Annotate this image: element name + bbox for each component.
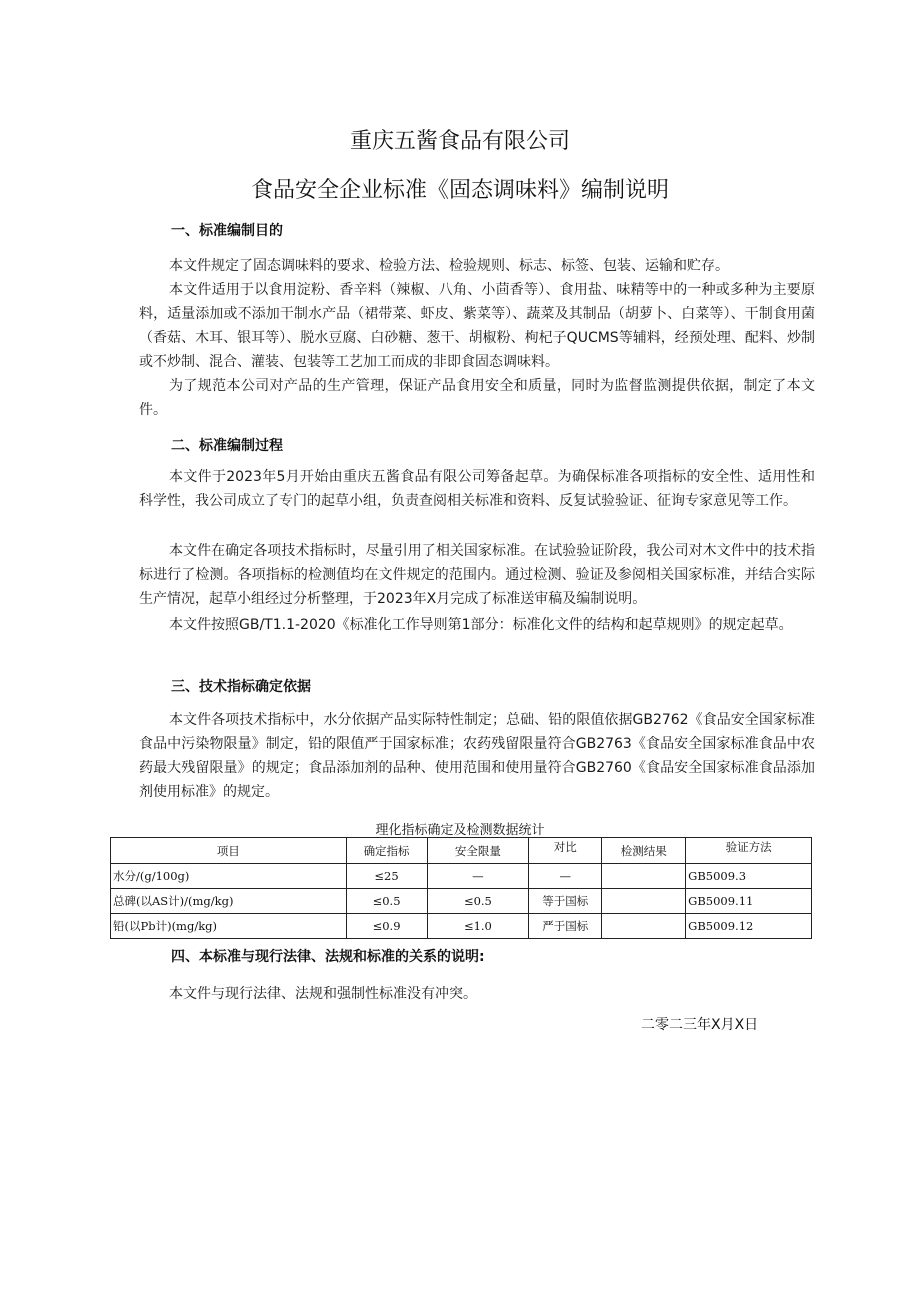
row-test-result	[602, 864, 686, 889]
row-defined-index: ≤25	[346, 864, 427, 889]
row-comparison: —	[529, 864, 602, 889]
section-2-heading: 二、标准编制过程	[171, 438, 283, 454]
header-safety-limit: 安全限量	[427, 838, 529, 864]
table-row	[111, 889, 812, 914]
header-item: 项目	[111, 838, 347, 864]
section-1-heading: 一、标准编制目的	[171, 223, 283, 239]
header-defined-index: 确定指标	[346, 838, 427, 864]
row-safety-limit: ≤1.0	[427, 914, 529, 939]
document-date: 二零二三年X月X日	[641, 1017, 759, 1033]
row-defined-index: ≤0.5	[346, 889, 427, 914]
row-comparison: 等于国标	[529, 889, 602, 914]
header-comparison: 对比	[529, 838, 602, 864]
company-title: 重庆五酱食品有限公司	[349, 129, 570, 154]
header-test-result: 检测结果	[602, 838, 686, 864]
header-verification-method: 验证方法	[686, 838, 812, 864]
row-comparison: 严于国标	[529, 914, 602, 939]
table-row	[111, 914, 812, 939]
row-verification-method: GB5009.11	[686, 889, 812, 914]
section-1-paragraph-1: 本文件规定了固态调味料的要求、检验方法、检验规则、标志、标签、包装、运输和贮存。	[169, 258, 729, 274]
section-2-paragraph-1: 本文件于2023年5月开始由重庆五酱食品有限公司筹备起草。为确保标准各项指标的安全性、适用性和科学性，我公司成立了专门的起草小组，负责查阅相关标准和资料、反复试验验证、征询专家意见等工作。	[139, 469, 815, 509]
table-caption: 理化指标确定及检测数据统计	[375, 823, 545, 838]
section-2-paragraph-2: 本文件在确定各项技术指标时，尽量引用了相关国家标准。在试验验证阶段，我公司对木文件中的技术指标进行了检测。各项指标的检测值均在文件规定的范围内。通过检测、验证及参阅相关国家标准，并结合实际生产情况，起草小组经过分析整理，于2023年X月完成了标准送审稿及编制说明。	[139, 543, 815, 607]
section-3-paragraph-1: 本文件各项技术指标中，水分依据产品实际特性制定；总础、铅的限值依据GB2762《食品安全国家标准食品中污染物限量》制定，铅的限值严于国家标准；农药残留限量符合GB2763《食品安全国家标准食品中农药最大残留限量》的规定；食品添加剂的品种、使用范围和使用量符合GB2760《食品安全国家标准食品添加剂使用标准》的规定。	[139, 712, 815, 800]
row-defined-index: ≤0.9	[346, 914, 427, 939]
row-verification-method: GB5009.12	[686, 914, 812, 939]
table-row	[111, 864, 812, 889]
table-header-row	[111, 838, 812, 864]
section-4-heading: 四、本标准与现行法律、法规和标准的关系的说明:	[171, 949, 485, 965]
section-1-paragraph-3: 为了规范本公司对产品的生产管理，保证产品食用安全和质量，同时为监督监测提供依据，制定了本文件。	[139, 378, 815, 418]
section-3-heading: 三、技术指标确定依据	[171, 679, 311, 695]
row-test-result	[602, 889, 686, 914]
row-item: 总碑(以AS计)/(mg/kg)	[111, 889, 347, 914]
physicochemical-table	[110, 837, 812, 939]
section-2-paragraph-3: 本文件按照GB/T1.1-2020《标准化工作导则第1部分：标准化文件的结构和起草规则》的规定起草。	[169, 617, 793, 633]
row-test-result	[602, 914, 686, 939]
section-1-paragraph-2: 本文件适用于以食用淀粉、香辛料（辣椒、八角、小茴香等）、食用盐、味精等中的一种或多种为主要原料，适量添加或不添加干制水产品（裙带菜、虾皮、紫菜等）、蔬菜及其制品（胡萝卜、白菜等）、干制食用菌（香菇、木耳、银耳等）、脱水豆腐、白砂糖、葱干、胡椒粉、枸杞子QUCMS等辅料，经预处理、配料、炒制或不炒制、混合、灌装、包装等工艺加工而成的非即食固态调味料。	[139, 282, 815, 370]
row-safety-limit: ≤0.5	[427, 889, 529, 914]
row-item: 水分/(g/100g)	[111, 864, 347, 889]
row-verification-method: GB5009.3	[686, 864, 812, 889]
row-safety-limit: —	[427, 864, 529, 889]
section-4-paragraph-1: 本文件与现行法律、法规和强制性标准没有冲突。	[169, 986, 477, 1002]
document-title: 食品安全企业标准《固态调味料》编制说明	[250, 178, 669, 203]
row-item: 铅(以Pb计)(mg/kg)	[111, 914, 347, 939]
